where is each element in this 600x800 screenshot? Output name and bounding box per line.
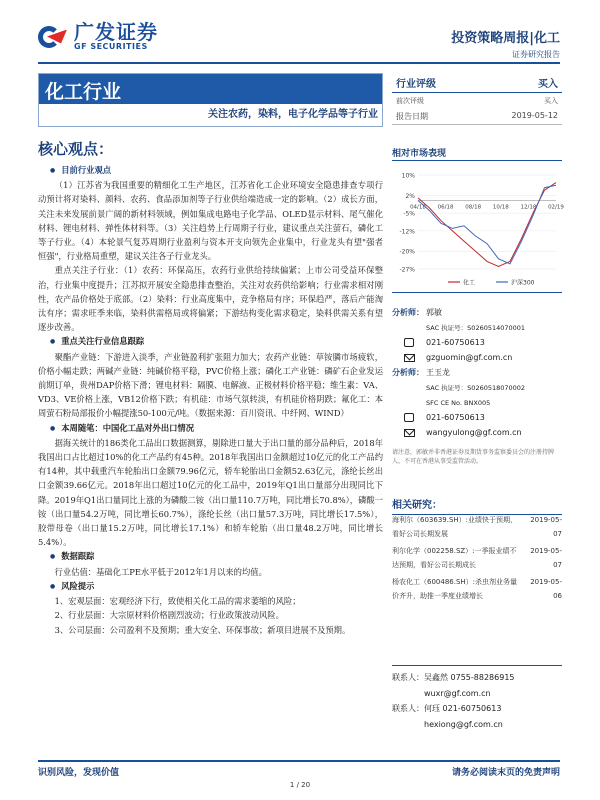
related-date: 2019-05-07 — [530, 547, 562, 569]
headline: 关注农药，染料，电子化学品等子行业 — [208, 109, 378, 120]
analyst-name: 郭敏 — [426, 308, 442, 317]
rating-label: 行业评级 — [396, 79, 436, 90]
paragraph: （1）江苏省为我国重要的精细化工生产地区，江苏省化工企业环境安全隐患排查专项行动预计将对染料、颜料、农药、食品添加剂等子行业供给端造成一定的影响。（2）成长方面，关注未来发展前景广阔的新材料领域，例如集成电路电子化学品、OLED显示材料、尾气催化材料、锂电材料、弹性体材料等。（3）关注趋势上行周期子行业，建议重点关注萤石，磷化工等子行业。（4）本轮景气复苏周期行业盈利与资本开支向领先企业集中，行业龙头有望"强者恒强"，行业格局重塑，建议关注各子行业龙头。 — [38, 180, 383, 262]
paragraph: 行业估值：基础化工PE水平低于2012年1月以来的均值。 — [54, 566, 267, 577]
analyst-block — [392, 292, 562, 466]
section-heading: ● 风险提示 — [38, 579, 383, 594]
contact-email[interactable]: hexiong@gf.com.cn — [424, 719, 503, 729]
section-heading: ● 重点关注行业信息跟踪 — [38, 334, 383, 349]
rating-value: 买入 — [538, 79, 558, 90]
report-category: 证券研究报告 — [512, 50, 560, 59]
report-date-label: 报告日期 — [396, 112, 428, 121]
industry-banner — [38, 73, 383, 127]
related-text: 海利尔（603639.SH）:业绩快于预期，看好公司长期发展 — [392, 516, 518, 538]
x-tick-label: 06/18 — [437, 204, 454, 211]
risk-item: 3、公司层面：公司盈利不及预期；重大安全、环保事故；新项目进展不及预期。 — [54, 624, 351, 635]
page-number: 1 / 20 — [289, 781, 311, 789]
related-title: 相关研究： — [392, 496, 562, 515]
y-tick-label: -5% — [403, 210, 415, 218]
relative-performance-chart — [392, 160, 562, 290]
related-item[interactable] — [392, 513, 562, 541]
mail-icon — [404, 429, 415, 437]
phone-icon — [404, 338, 414, 347]
x-tick-label: 04/18 — [410, 204, 426, 211]
phone-icon — [404, 413, 414, 422]
prev-rating-label: 前次评级 — [396, 97, 424, 105]
analyst-email[interactable]: gzguomin@gf.com.cn — [426, 353, 513, 362]
contact-line: 联系人：何珏 021-60750613 — [392, 704, 502, 713]
footer-divider — [38, 760, 560, 762]
analyst-cert: SAC 执证号：S0260518070002 — [426, 384, 526, 392]
paragraph: 重点关注子行业：（1）农药：环保高压，农药行业供给持续偏紧；上市公司受益环保整治，行业集中度提升；江苏拟开展安全隐患排查整治，关注对农药供给影响；行业需求相对刚性，农产品价格处于底部。（2）染料：行业高度集中，竞争格局有序；环保趋严，落后产能淘汰有序；需求旺季来临，染料供需格局或将偏紧；下游结构变化需求稳定，染料供需关系有望逐步改善。 — [38, 265, 383, 333]
y-tick-label: 10% — [401, 172, 415, 180]
related-date: 2019-05-07 — [530, 516, 562, 538]
x-tick-label: 10/18 — [492, 204, 509, 211]
legend-label: 沪深300 — [511, 279, 535, 287]
industry-title: 化工行业 — [39, 74, 382, 104]
y-tick-label: 2% — [405, 192, 415, 200]
x-tick-label: 02/19 — [548, 204, 564, 211]
analyst-role: 分析师： — [392, 368, 424, 377]
y-tick-label: -20% — [399, 248, 415, 256]
contact-line: 联系人：吴鑫然 0755-88286915 — [392, 673, 515, 682]
report-date-value: 2019-05-12 — [511, 111, 558, 120]
paragraph: 聚酯产业链：下游进入淡季，产业链盈利扩张阻力加大；农药产业链：草铵膦市场疲软，价格小幅走跌；两碱产业链：纯碱价格平稳，PVC价格上涨；磷化工产业链：磷矿石企业发运前期订单，贵州DAP价格下滑；锂电材料：隔膜、电解液、正极材料价格平稳；维生素：VA、VD3、VE价格上涨，VB12价格下跌；有机硅：市场气氛转淡，有机硅价格阴跌；氟化工：本周萤石粉局部报价小幅提涨50-100元/吨。（数据来源：百川资讯、中纤网、WIND） — [38, 351, 383, 419]
section-heading: ● 本周随笔：中国化工品对外出口情况 — [38, 421, 383, 436]
footer-disclaimer: 请务必阅读末页的免责声明 — [451, 768, 560, 778]
related-text: 利尔化学（002258.SZ）:一季报业绩不达预期，看好公司长期成长 — [392, 547, 517, 569]
logo-cn: 广发证券 — [74, 20, 158, 44]
logo — [38, 22, 158, 51]
contact-email[interactable]: wuxr@gf.com.cn — [424, 688, 491, 698]
analyst-cert: SAC 执证号：S0260514070001 — [426, 324, 526, 332]
main-body — [38, 162, 383, 637]
x-tick-label: 12/18 — [520, 204, 537, 211]
x-tick-label: 08/18 — [465, 204, 482, 211]
report-type: 投资策略周报|化工 — [451, 31, 560, 46]
related-list — [392, 513, 562, 606]
related-item[interactable] — [392, 544, 562, 572]
related-date: 2019-05-06 — [530, 578, 562, 600]
chart-title: 相对市场表现 — [392, 149, 447, 159]
analyst-cert-sfc: SFC CE No. BNX005 — [426, 398, 491, 407]
analyst-email[interactable]: wangyulong@gf.com.cn — [426, 428, 522, 437]
disclaimer: 请注意，郭敏并非香港证券及期货事务监察委员会的注册持牌人，不可在香港从事受监管活动。 — [392, 449, 555, 465]
y-tick-label: -12% — [399, 228, 415, 236]
header-divider — [38, 62, 560, 64]
logo-en: GF SECURITIES — [74, 42, 148, 51]
related-text: 杨农化工（600486.SH）:杀虫剂业务量价齐升，助推一季度业绩增长 — [392, 578, 518, 600]
analyst-phone: 021-60750613 — [426, 413, 485, 422]
rating-box — [392, 73, 562, 125]
analyst-phone: 021-60750613 — [426, 338, 485, 347]
legend-label: 化工 — [463, 279, 476, 287]
core-title: 核心观点： — [38, 140, 114, 158]
series-line-csi300 — [418, 185, 556, 264]
risk-item: 1、宏观层面：宏观经济下行，致使相关化工品的需求萎缩的风险； — [54, 596, 301, 607]
risk-item: 2、行业层面：大宗原材料价格剧烈波动；行业政策波动风险。 — [54, 610, 284, 621]
paragraph: 据海关统计的186类化工品出口数据测算，剔除进口量大于出口量的部分品种后，2018年我国出口占比超过10%的化工产品约有45种。2018年我国出口金额超过10亿元的化工产品约有14种，其中载重汽车轮胎出口金额79.96亿元，轿车轮胎出口金额52.63亿元，涤纶长丝出口金额39.66亿元。2018年出口超过10亿元的化工品中，2019年Q1出口量部分出现同比下降。2019年Q1出口量同比上涨的为磷酸二铵（出口量110.7万吨，同比增长70.8%），磷酸一铵（出口量54.2万吨，同比增长60.7%），涤纶长丝（出口量57.3万吨，同比增长17.5%），胶带母卷（出口量15.2万吨，同比增长17.1%）和轿车轮胎（出口量48.2万吨，同比增长5.4%）。 — [38, 437, 383, 548]
related-item[interactable] — [392, 575, 562, 603]
section-heading: ● 目前行业观点 — [38, 163, 383, 178]
section-heading: ● 数据跟踪 — [38, 549, 383, 564]
analyst-name: 王玉龙 — [426, 368, 450, 377]
mail-icon — [404, 354, 415, 362]
gf-logo-icon — [38, 24, 70, 50]
chart-svg — [392, 161, 562, 289]
prev-rating-value: 买入 — [544, 97, 558, 105]
y-tick-label: -27% — [399, 266, 415, 274]
analyst-role: 分析师： — [392, 308, 424, 317]
footer-slogan: 识别风险，发现价值 — [38, 768, 120, 778]
contact-block — [392, 665, 562, 732]
